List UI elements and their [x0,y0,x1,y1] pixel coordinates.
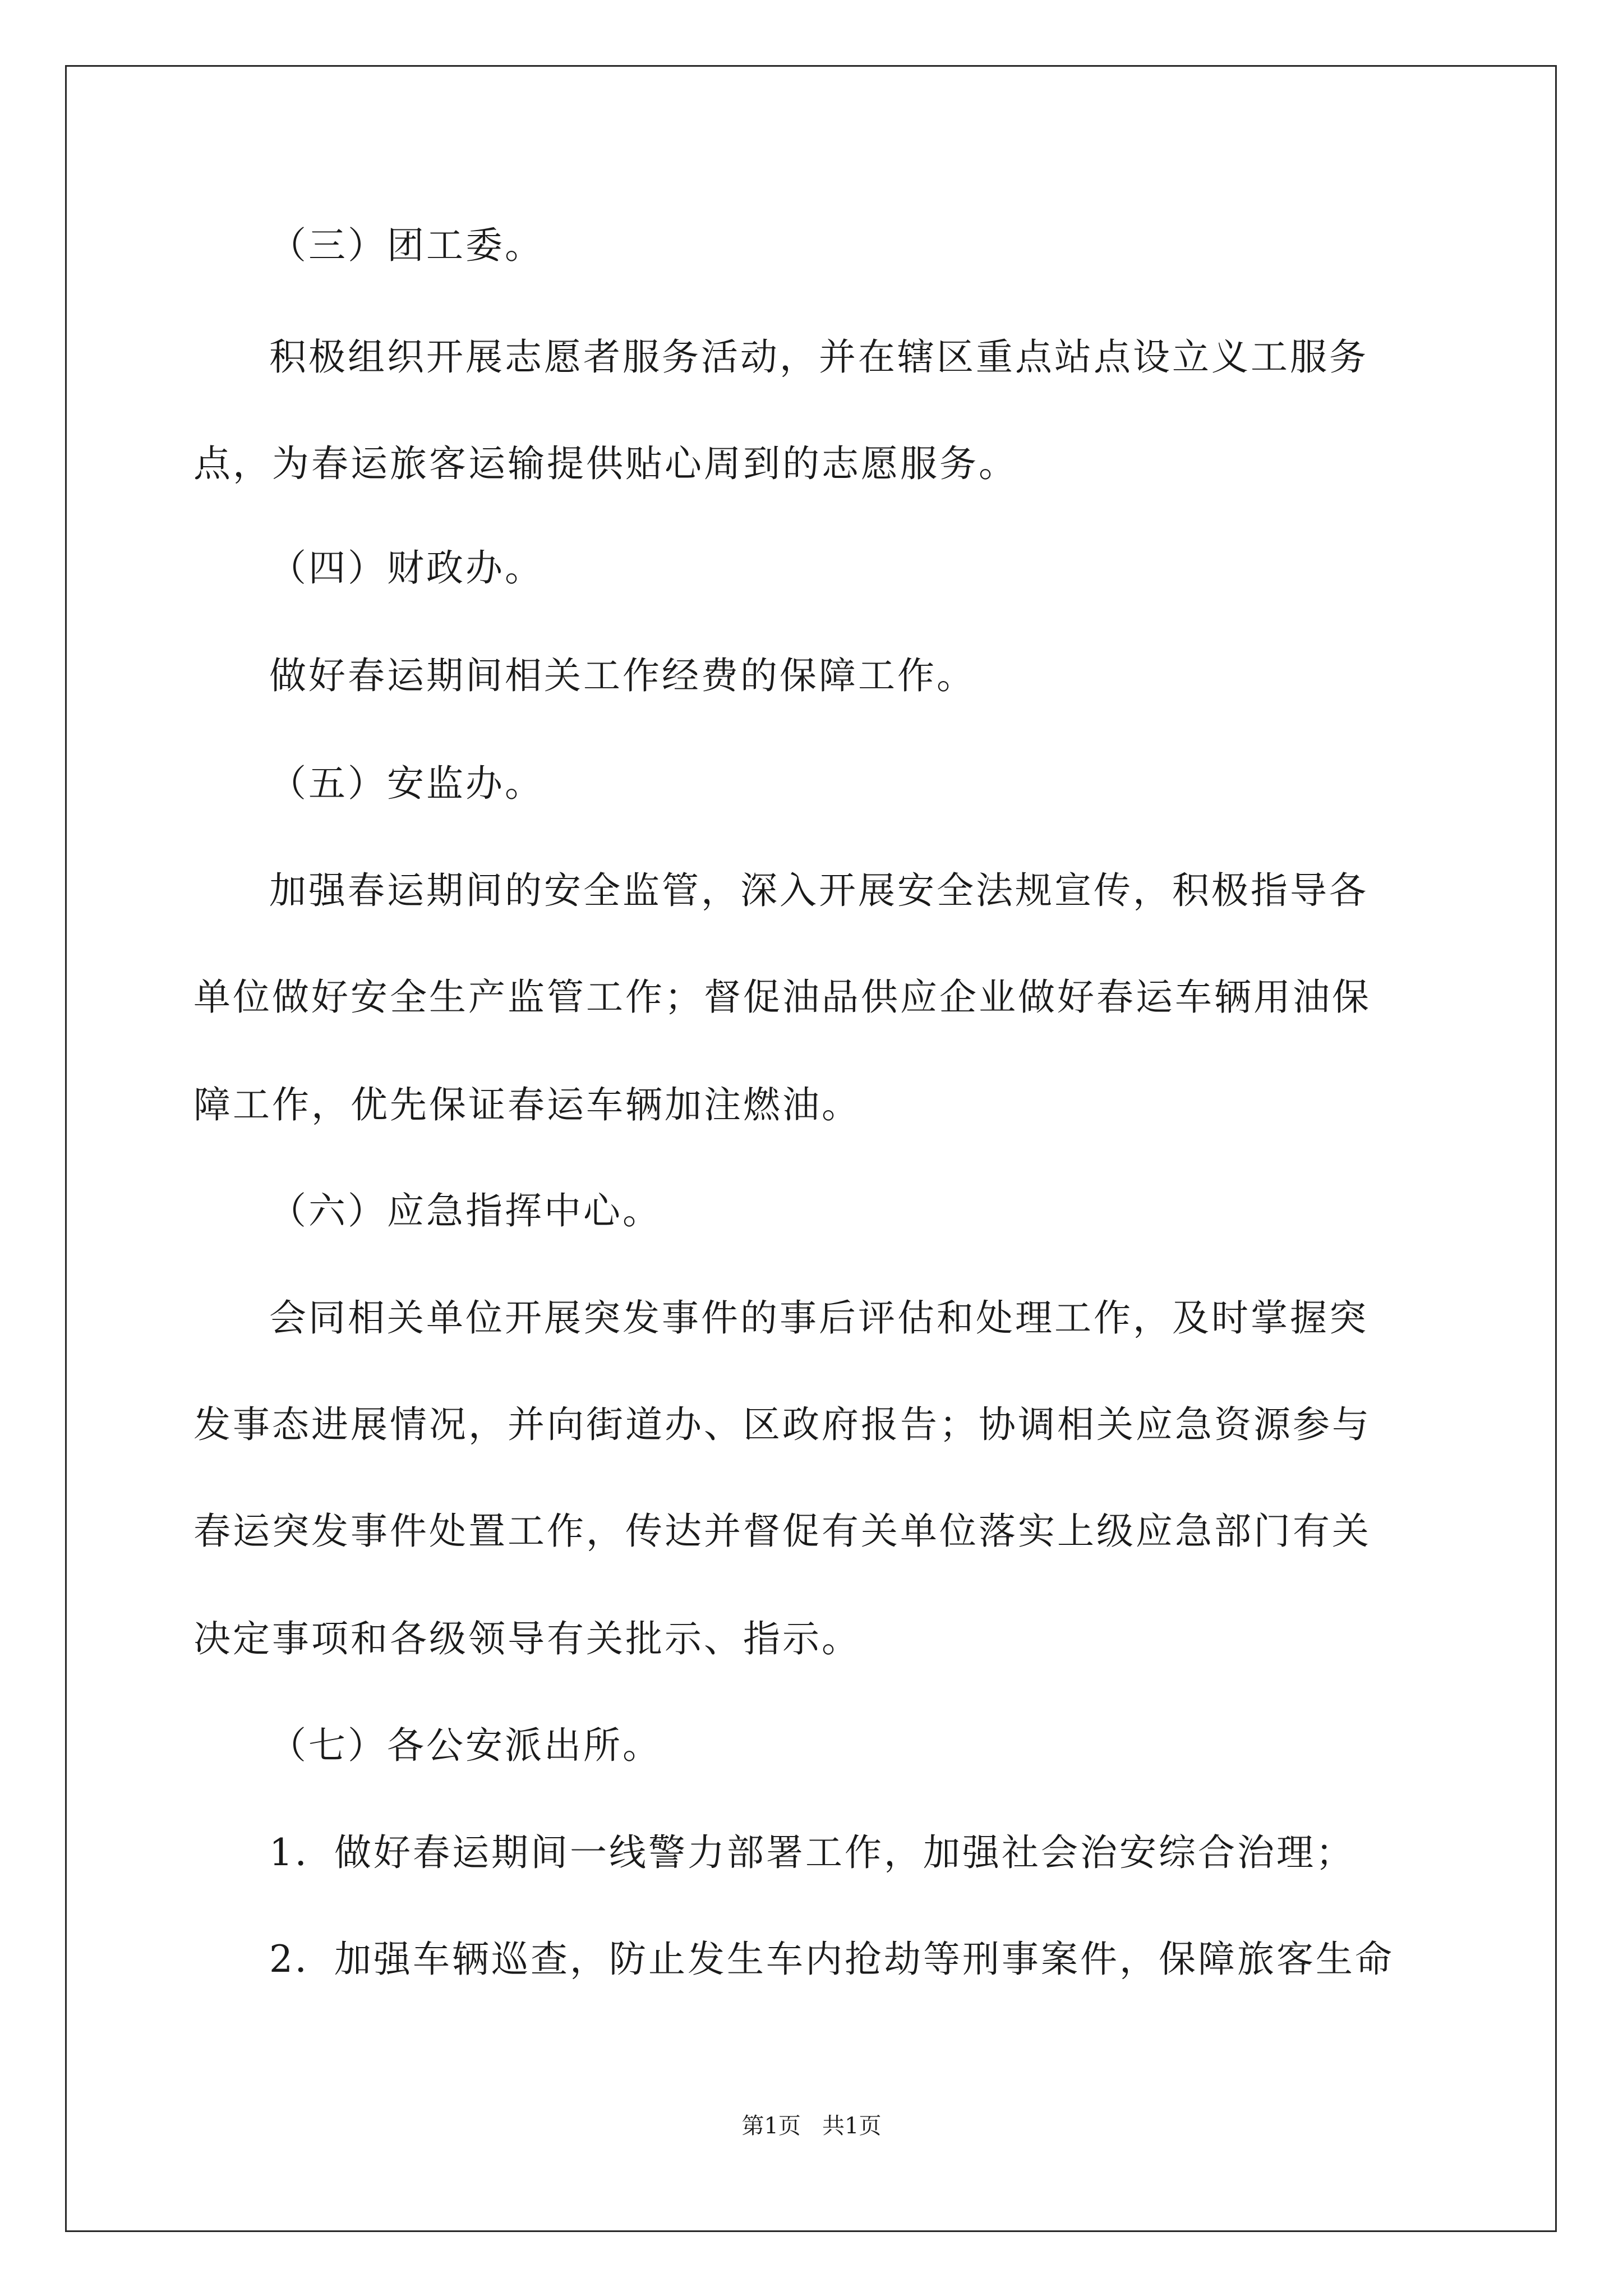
paragraph-line: 积极组织开展志愿者服务活动，并在辖区重点站点设立义工服务 [269,335,1368,379]
section-heading-4: （四）财政办。 [269,546,544,590]
paragraph-line: 障工作，优先保证春运车辆加注燃油。 [193,1083,861,1126]
paragraph-line: 决定事项和各级领导有关批示、指示。 [193,1617,861,1660]
paragraph-line: 发事态进展情况，并向街道办、区政府报告；协调相关应急资源参与 [193,1403,1371,1446]
paragraph-line: 单位做好安全生产监管工作；督促油品供应企业做好春运车辆用油保 [193,976,1371,1019]
paragraph-line: 会同相关单位开展突发事件的事后评估和处理工作，及时掌握突 [269,1296,1368,1340]
paragraph-line: 加强春运期间的安全监管，深入开展安全法规宣传，积极指导各 [269,869,1368,912]
page-border [65,65,1557,2232]
section-heading-5: （五）安监办。 [269,762,544,805]
section-heading-3: （三）团工委。 [269,224,544,267]
page-number-footer: 第1页 共1页 [741,2113,882,2139]
paragraph-line: 点，为春运旅客运输提供贴心周到的志愿服务。 [193,442,1018,485]
list-item-1: 1．做好春运期间一线警力部署工作，加强社会治安综合治理； [269,1831,1355,1874]
paragraph-line: 做好春运期间相关工作经费的保障工作。 [269,654,976,697]
list-item-2: 2．加强车辆巡查，防止发生车内抢劫等刑事案件，保障旅客生命 [269,1938,1394,1981]
section-heading-7: （七）各公安派出所。 [269,1724,662,1767]
paragraph-line: 春运突发事件处置工作，传达并督促有关单位落实上级应急部门有关 [193,1510,1371,1553]
section-heading-6: （六）应急指挥中心。 [269,1189,662,1232]
